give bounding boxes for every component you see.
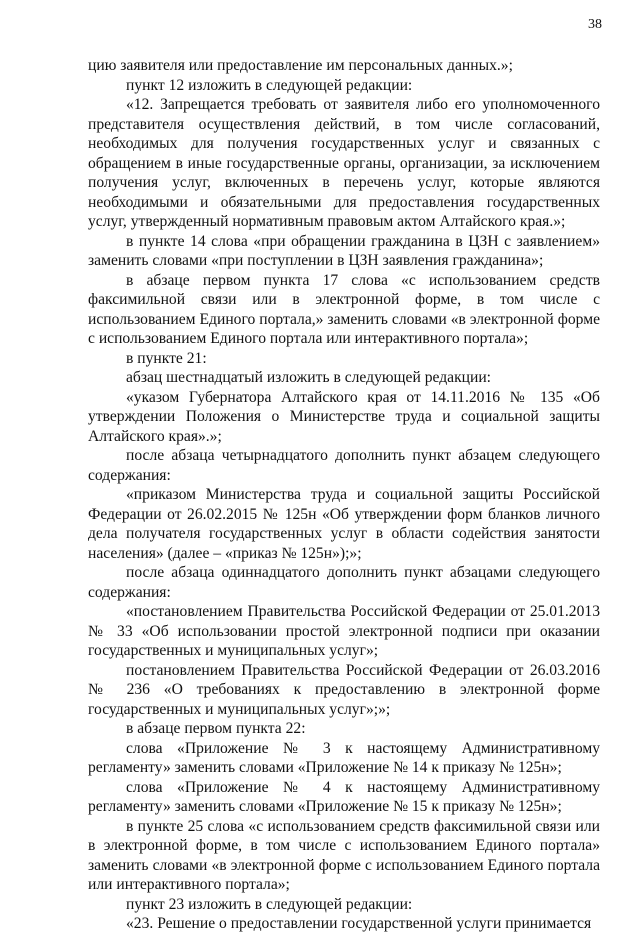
paragraph: пункт 12 изложить в следующей редакции: [126,76,413,94]
paragraph: в пункте 14 слова «при обращении гражданина в ЦЗН с заявлением» заменить словами «при поступлении в ЦЗН заявления гражданина»; [88,232,600,269]
paragraph: «указом Губернатора Алтайского края от 14.11.2016 № 135 «Об утверждении Положения о Министерстве труда и социальной защиты Алтайского края».»; [88,388,600,445]
paragraph: в абзаце первом пункта 17 слова «с использованием средств факсимильной связи или в электронной форме, в том числе с использованием Единого портала,» заменить словами «в электронной форме с использованием Единого портала или интерактивного портала»; [88,271,600,347]
paragraph: цию заявителя или предоставление им персональных данных.»; [88,57,513,74]
paragraph: после абзаца одиннадцатого дополнить пункт абзацами следующего содержания: [88,564,600,601]
paragraph: в пункте 21: [126,349,207,367]
paragraph: «12. Запрещается требовать от заявителя либо его уполномоченного представителя осуществления действий, в том числе согласований, необходимых для получения государственных услуг и связанных с обращением в иные государственные органы, организации, за исключением получения услуг, включенных в перечень услуг, которые являются необходимыми и обязательными для предоставления государственных услуг, утвержденный нормативным правовым актом Алтайского края.»; [88,96,600,230]
document-body [88,56,600,934]
paragraph: в абзаце первом пункта 22: [126,720,306,737]
paragraph: слова «Приложение № 3 к настоящему Административному регламенту» заменить словами «Приложение № 14 к приказу № 125н»; [88,739,600,776]
paragraph: пункт 23 изложить в следующей редакции: [126,895,413,913]
page-number: 38 [588,17,602,32]
paragraph: после абзаца четырнадцатого дополнить пункт абзацем следующего содержания: [88,447,600,484]
paragraph: абзац шестнадцатый изложить в следующей редакции: [126,369,492,386]
paragraph: «приказом Министерства труда и социальной защиты Российской Федерации от 26.02.2015 № 125н «Об утверждении форм бланков личного дела получателя государственных услуг в области содействия занятости населения» (далее – «приказ № 125н»);»; [88,486,600,562]
paragraph: «23. Решение о предоставлении государственной услуги принимается [126,915,592,932]
paragraph: постановлением Правительства Российской Федерации от 26.03.2016 № 236 «О требованиях к предоставлению в электронной форме государственных и муниципальных услуг»;»; [88,661,600,718]
paragraph: в пункте 25 слова «с использованием средств факсимильной связи или в электронной форме, в том числе с использованием Единого портала» заменить словами «в электронной форме с использованием Единого портала или интерактивного портала»; [88,817,600,893]
paragraph: слова «Приложение № 4 к настоящему Административному регламенту» заменить словами «Приложение № 15 к приказу № 125н»; [88,778,600,815]
paragraph: «постановлением Правительства Российской Федерации от 25.01.2013 № 33 «Об использовании простой электронной подписи при оказании государственных и муниципальных услуг»; [88,603,600,659]
